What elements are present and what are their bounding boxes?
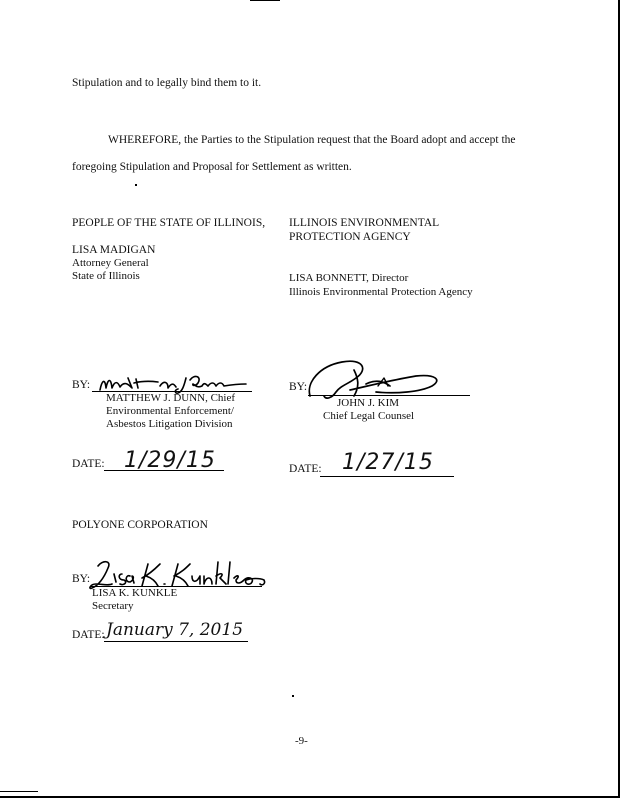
- right-signer-title: Chief Legal Counsel: [323, 410, 415, 422]
- left-party-name: PEOPLE OF THE STATE OF ILLINOIS,: [72, 217, 266, 229]
- right-date-label: DATE:: [289, 463, 322, 475]
- right-official-title: Illinois Environmental Protection Agency: [289, 286, 473, 298]
- left-official-name: LISA MADIGAN: [72, 244, 156, 256]
- left-date-label: DATE:: [72, 458, 105, 470]
- body-line-3: foregoing Stipulation and Proposal for Settlement as written.: [72, 161, 352, 173]
- third-signer-title: Secretary: [92, 600, 134, 612]
- third-date-handwritten: January 7, 2015: [106, 620, 244, 640]
- left-signer-title-2: Asbestos Litigation Division: [106, 418, 233, 430]
- left-official-title-2: State of Illinois: [72, 270, 140, 282]
- right-party-name-2: PROTECTION AGENCY: [289, 231, 411, 243]
- right-party-name-1: ILLINOIS ENVIRONMENTAL: [289, 217, 440, 229]
- page-number: -9-: [295, 735, 308, 747]
- body-line-2: WHEREFORE, the Parties to the Stipulation request that the Board adopt and accept the: [108, 134, 516, 146]
- left-official-title-1: Attorney General: [72, 257, 149, 269]
- right-date-handwritten: 1/27/15: [342, 450, 434, 475]
- left-by-label: BY:: [72, 379, 91, 391]
- left-signer-name: MATTHEW J. DUNN, Chief: [106, 392, 236, 404]
- scan-corner-mark: [0, 791, 38, 792]
- scan-mark: [250, 0, 280, 1]
- third-by-label: BY:: [72, 573, 91, 585]
- right-signer-name: JOHN J. KIM: [337, 397, 400, 409]
- third-date-line: [104, 641, 248, 642]
- scan-speck-2: [292, 695, 294, 697]
- right-date-line: [320, 476, 454, 477]
- third-party-name: POLYONE CORPORATION: [72, 519, 208, 531]
- right-official-name: LISA BONNETT, Director: [289, 272, 409, 284]
- left-signer-title-1: Environmental Enforcement/: [106, 405, 234, 417]
- scan-speck: [135, 184, 137, 186]
- body-line-1: Stipulation and to legally bind them to it.: [72, 77, 262, 89]
- third-signer-name: LISA K. KUNKLE: [92, 587, 178, 599]
- right-by-label: BY:: [289, 381, 308, 393]
- third-date-label: DATE:: [72, 629, 105, 641]
- left-date-handwritten: 1/29/15: [124, 448, 216, 473]
